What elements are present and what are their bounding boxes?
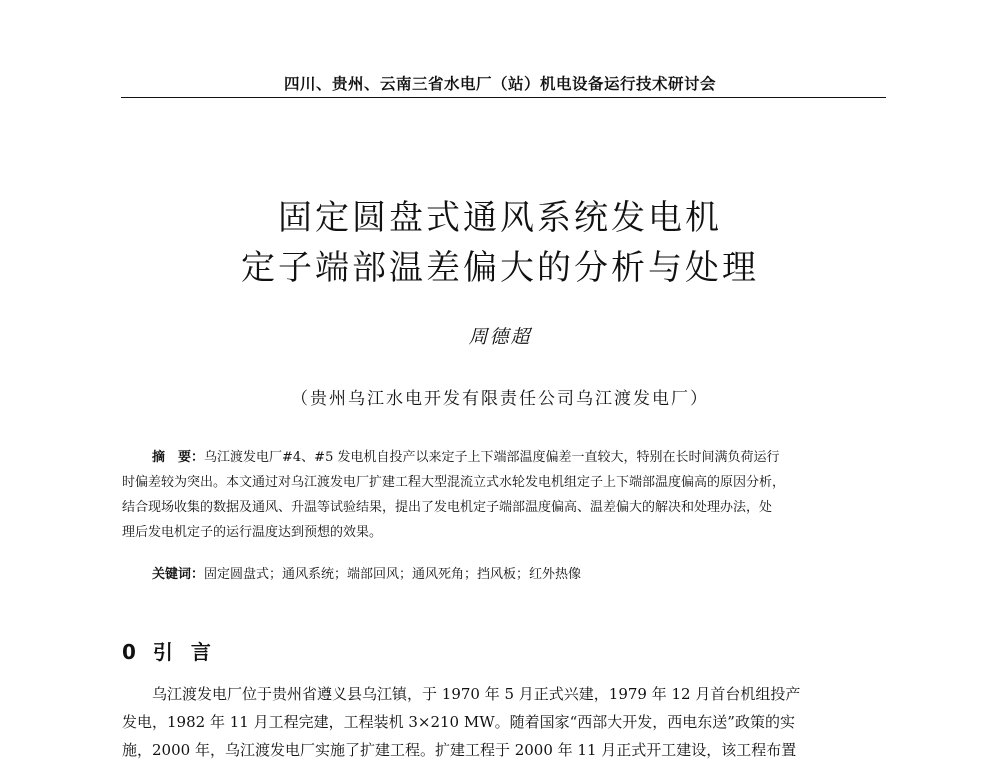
paper-title-line-2: 定子端部温差偏大的分析与处理: [241, 248, 759, 288]
section-title: 引言: [152, 640, 229, 664]
running-header: 四川、贵州、云南三省水电厂（站）机电设备运行技术研讨会: [283, 75, 716, 93]
abstract-line: 理后发电机定子的运行温度达到预想的效果。: [122, 525, 383, 540]
keywords: [152, 565, 581, 585]
abstract-line: 时偏差较为突出。本文通过对乌江渡发电厂扩建工程大型混流立式水轮发电机组定子上下端部温度偏高的原因分析，: [122, 475, 786, 490]
abstract-line: [122, 445, 886, 470]
paper-title-line-1: 固定圆盘式通风系统发电机: [278, 198, 722, 238]
body-line: 乌江渡发电厂位于贵州省遵义县乌江镇，于 1970 年 5 月正式兴建，1979 年 12 月首台机组投产: [152, 685, 801, 703]
keywords-label: 关键词：: [152, 567, 205, 582]
body-line: 发电，1982 年 11 月工程完建，工程装机 3×210 MW。随着国家“西部大开发，西电东送”政策的实: [122, 713, 795, 731]
section-heading: [122, 636, 229, 665]
abstract-text: 乌江渡发电厂#4、#5 发电机自投产以来定子上下端部温度偏差一直较大，特别在长时间满负荷运行: [204, 450, 780, 465]
keywords-text: 固定圆盘式；通风系统；端部回风；通风死角；挡风板；红外热像: [204, 567, 582, 582]
author-name: 周德超: [468, 326, 532, 348]
section-number: 0: [122, 640, 137, 664]
abstract: [122, 445, 886, 545]
header-rule: [121, 97, 886, 98]
body-text: [122, 680, 886, 764]
affiliation: （贵州乌江水电开发有限责任公司乌江渡发电厂）: [291, 389, 709, 409]
abstract-line: 结合现场收集的数据及通风、升温等试验结果，提出了发电机定子端部温度偏高、温差偏大的解决和处理办法，处: [122, 500, 773, 515]
body-line: 施，2000 年，乌江渡发电厂实施了扩建工程。扩建工程于 2000 年 11 月正式开工建设，该工程布置: [122, 741, 797, 759]
abstract-label: 摘 要：: [152, 450, 205, 465]
